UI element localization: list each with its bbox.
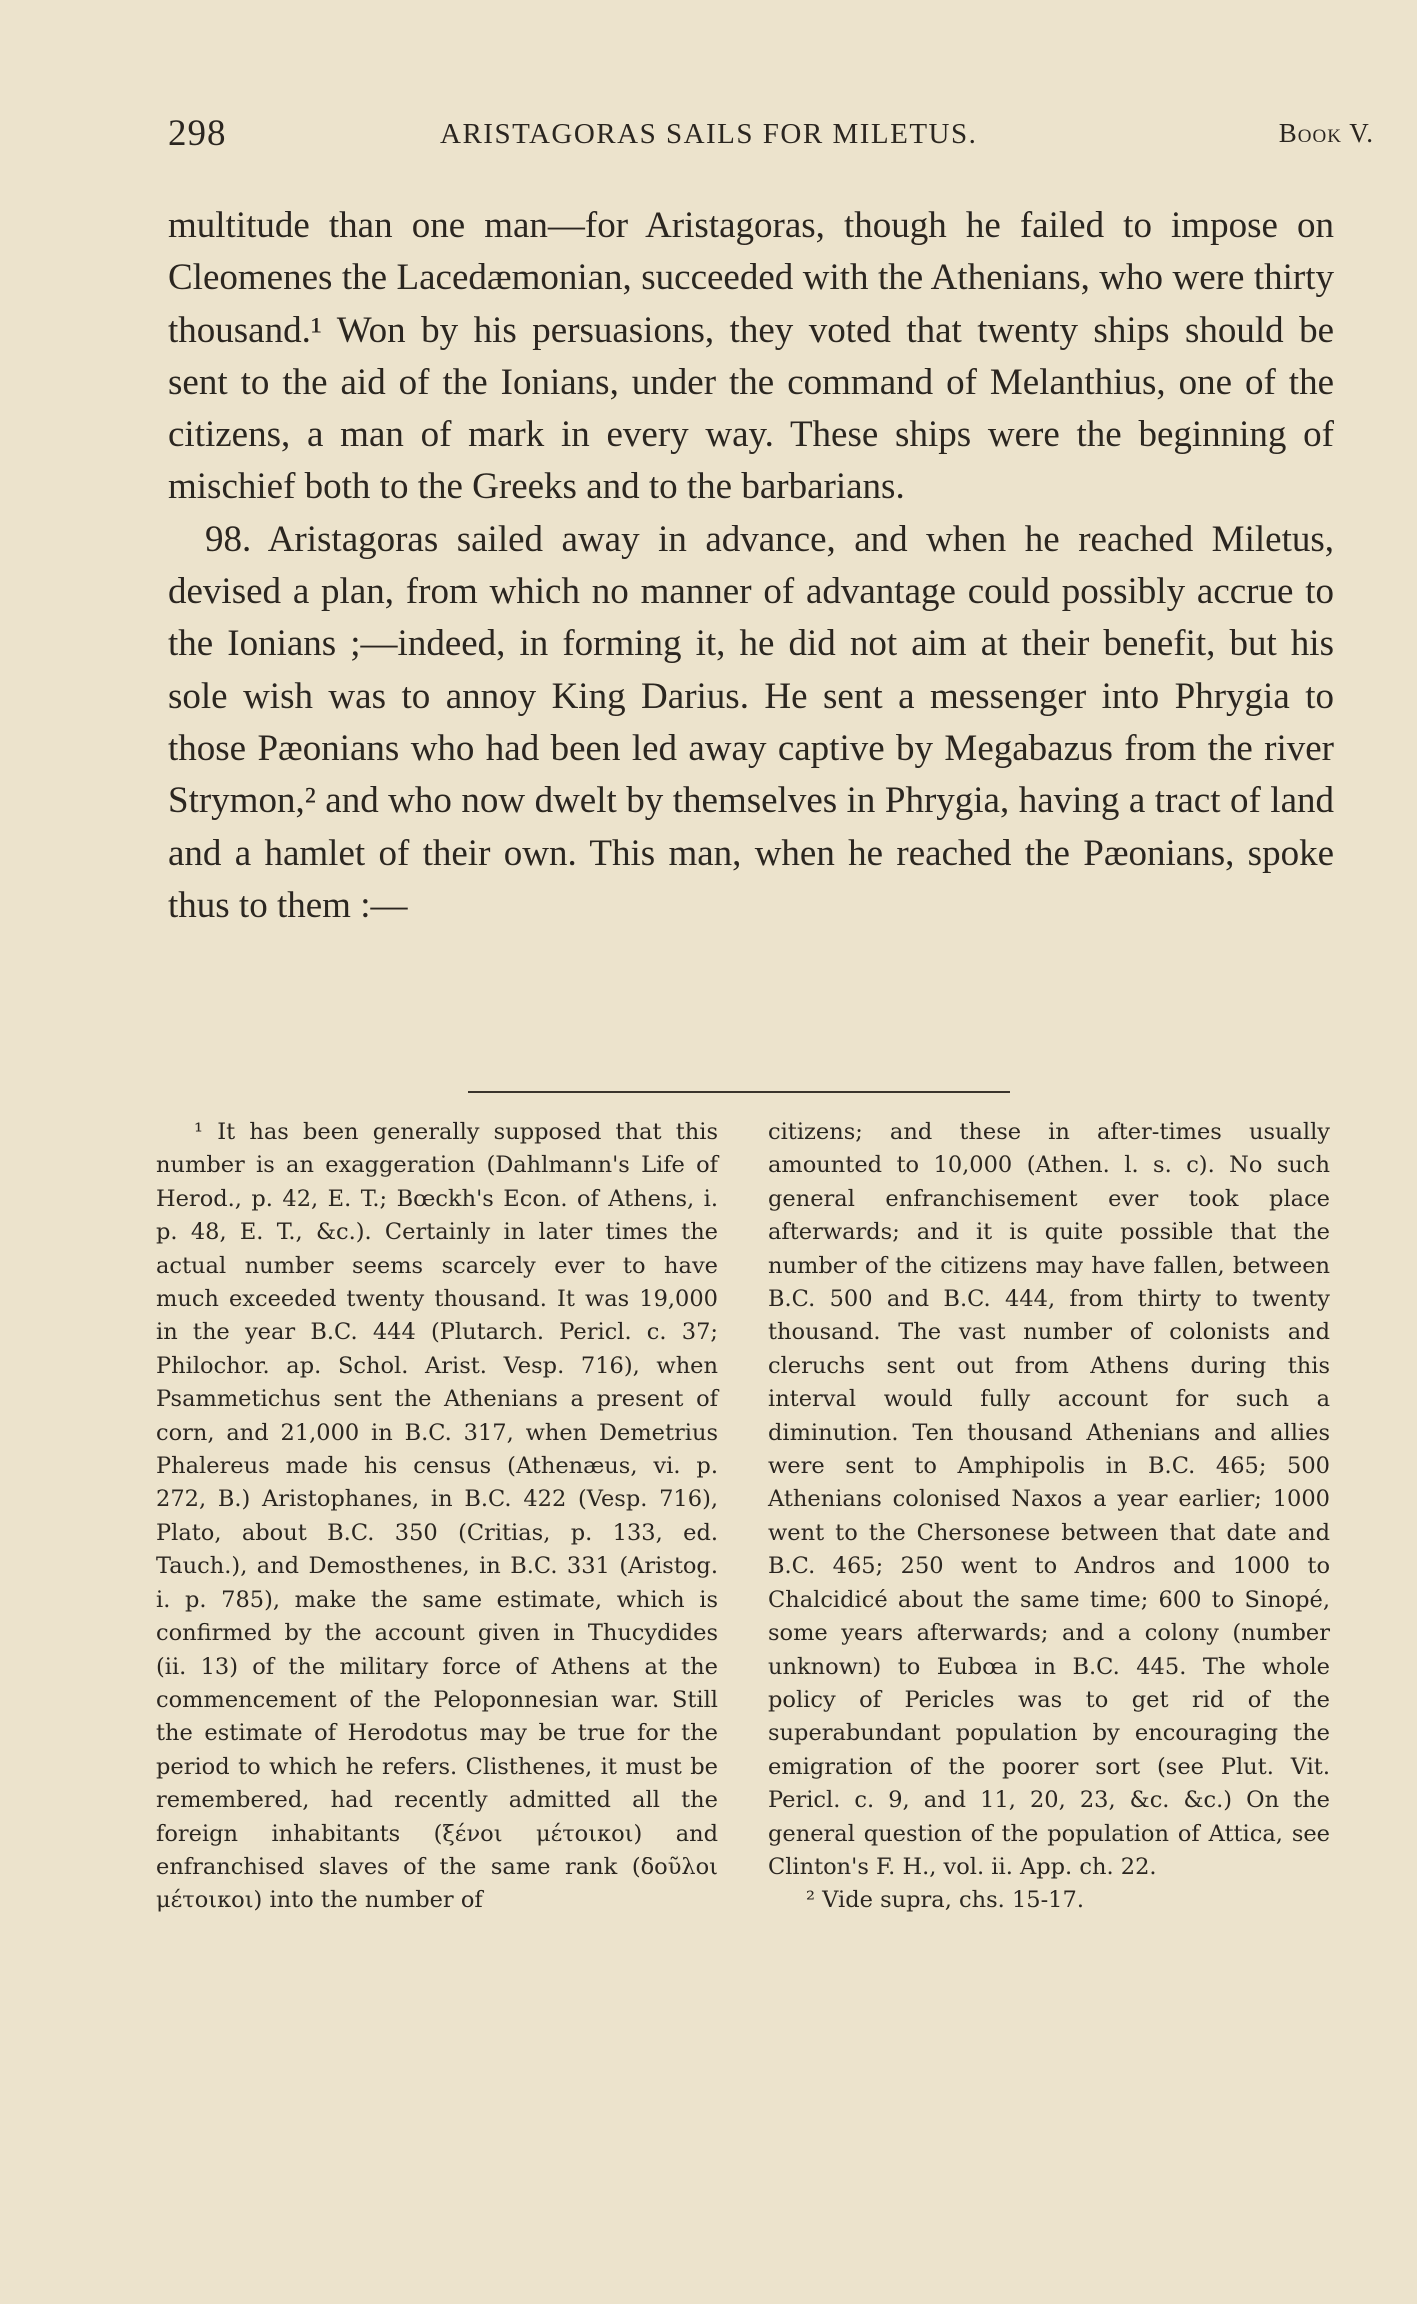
footnote-1-start: ¹ It has been generally supposed that this number is an exaggeration (Dahlmann's Life of Herod., p. 42, E. T.; Bœckh's Econ. of Athens, i. p. 48, E. T., &c.). Certainly in later times the actual number seems scarcely ever to have much exceeded twenty thousand. It was 19,000 in the year B.C. 444 (Plutarch. Pericl. c. 37; Philochor. ap. Schol. Arist. Vesp. 716), when Psammetichus sent the Athenians a present of corn, and 21,000 in B.C. 317, when Demetrius Phalereus made his census (Athenæus, vi. p. 272, B.) Aristophanes, in B.C. 422 (Vesp. 716), Plato, about B.C. 350 (Critias, p. 133, ed. Tauch.), and Demosthenes, in B.C. 331 (Aristog. i. p. 785), make the same estimate, which is confirmed by the account given in Thucydides (ii. 13) of the military force of Athens at the commencement of the Peloponnesian war. Still the estimate of Herodotus may be true for the period to which he refers. Clisthenes, it must be remembered, had recently admitted all the foreign inhabitants (ξένοι μέτοικοι) and enfranchised slaves of the same rank (δοῦλοι μέτοικοι) into the number of [156,1119,718,1914]
footnote-divider-rule [468,1091,1010,1093]
page-header [168,112,1378,162]
page-number: 298 [168,113,227,154]
main-text [168,200,1334,932]
footnote-2: ² Vide supra, chs. 15-17. [806,1887,1084,1914]
running-title: ARISTAGORAS SAILS FOR MILETUS. [440,118,978,150]
paragraph-98: 98. Aristagoras sailed away in advance, and when he reached Miletus, devised a plan, from which no manner of advantage could possibly accrue to the Ionians ;—indeed, in forming it, he did not aim at their benefit, but his sole wish was to annoy King Darius. He sent a messenger into Phrygia to those Pæonians who had been led away captive by Megabazus from the river Strymon,² and who now dwelt by themselves in Phrygia, having a tract of land and a hamlet of their own. This man, when he reached the Pæonians, spoke thus to them :— [168,518,1334,926]
paragraph-continued: multitude than one man—for Aristagoras, though he failed to impose on Cleomenes the Lacedæmonian, succeeded with the Athenians, who were thirty thousand.¹ Won by his persuasions, they voted that twenty ships should be sent to the aid of the Ionians, under the command of Melanthius, one of the citizens, a man of mark in every way. These ships were the beginning of mischief both to the Greeks and to the barbarians. [168,205,1334,508]
book-label: Book V. [1278,118,1374,148]
footnote-column-right [768,1116,1330,1918]
footnote-1-continued: citizens; and these in after-times usually amounted to 10,000 (Athen. l. s. c). No such general enfranchisement ever took place afterwards; and it is quite possible that the number of the citizens may have fallen, between B.C. 500 and B.C. 444, from thirty to twenty thousand. The vast number of colonists and cleruchs sent out from Athens during this interval would fully account for such a diminution. Ten thousand Athenians and allies were sent to Amphipolis in B.C. 465; 500 Athenians colonised Naxos a year earlier; 1000 went to the Chersonese between that date and B.C. 465; 250 went to Andros and 1000 to Chalcidicé about the same time; 600 to Sinopé, some years afterwards; and a colony (number unknown) to Eubœa in B.C. 445. The whole policy of Pericles was to get rid of the superabundant population by encouraging the emigration of the poorer sort (see Plut. Vit. Pericl. c. 9, and 11, 20, 23, &c. &c.) On the general question of the population of Attica, see Clinton's F. H., vol. ii. App. ch. 22. [768,1119,1330,1880]
footnote-column-left [156,1116,718,1918]
